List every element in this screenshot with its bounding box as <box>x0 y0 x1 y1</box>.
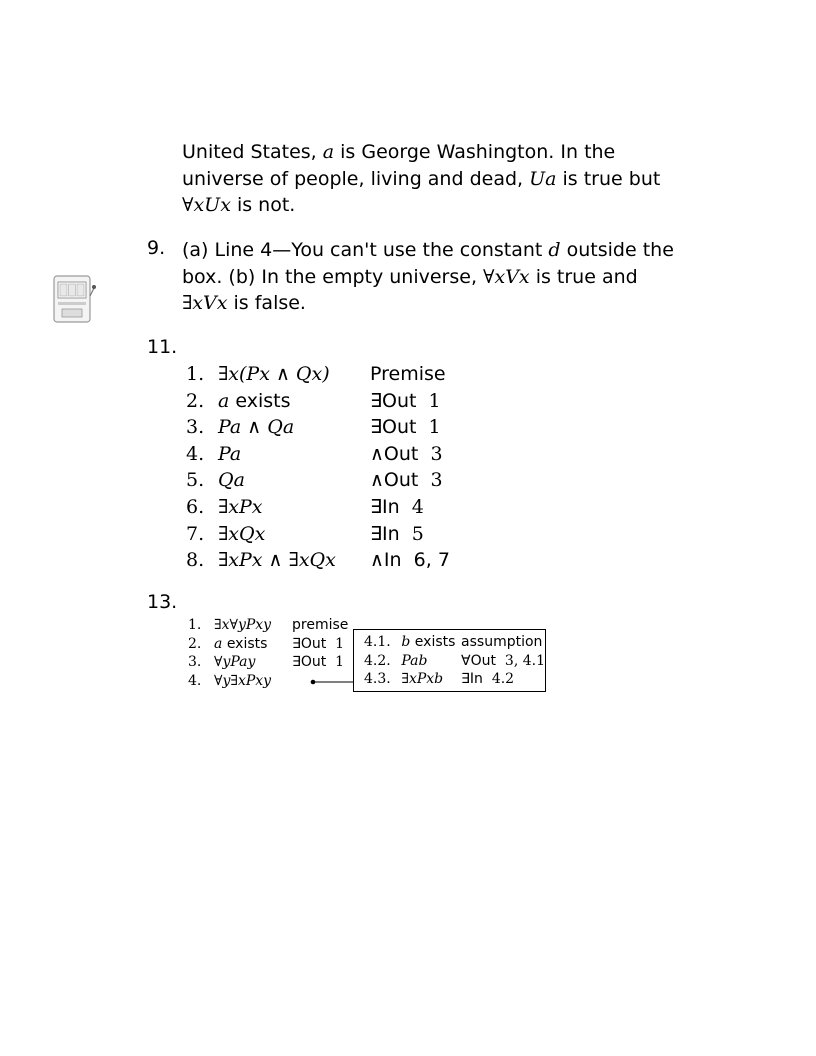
proof-row: 3. Pa ∧ Qa ∃Out 1 <box>186 416 441 439</box>
proof-row: 4. Pa ∧Out 3 <box>186 442 443 465</box>
answer-9-text: (a) Line 4—You can't use the constant d outside the box. (b) In the empty universe, ∀xVx is true and ∃xVx is false. <box>182 239 674 314</box>
proof-row: 4. ∀y∃xPxy <box>188 672 272 689</box>
proof-row: 1. ∃x(Px ∧ Qx) Premise <box>186 363 446 385</box>
proof-row: 6. ∃xPx ∃In 4 <box>186 495 424 518</box>
proof-row: 7. ∃xQx ∃In 5 <box>186 522 424 545</box>
subproof-box <box>353 629 546 692</box>
proof-row: 1. ∃x∀yPxy premise <box>188 617 349 633</box>
subproof-row: 4.2. Pab ∀Out 3, 4.1 <box>364 652 545 669</box>
proof-row: 5. Qa ∧Out 3 <box>186 469 443 492</box>
answer-11-number: 11. <box>147 336 178 358</box>
answer-9-number: 9. <box>147 237 166 259</box>
proof-row: 2. a exists ∃Out 1 <box>186 389 441 412</box>
subproof-row: 4.3. ∃xPxb ∃In 4.2 <box>364 671 515 688</box>
continuation-paragraph <box>182 139 702 219</box>
proof-table-11 <box>186 361 450 574</box>
proof-row: 3. ∀yPay ∃Out 1 <box>188 654 345 671</box>
continuation-line-1: United States, a is George Washington. In the <box>182 141 616 163</box>
subproof-connector <box>310 675 356 689</box>
continuation-line-2: universe of people, living and dead, Ua is true but <box>182 167 661 190</box>
proof-row: 2. a exists ∃Out 1 <box>188 635 345 652</box>
answer-13-number: 13. <box>147 591 178 613</box>
subproof-row: 4.1. b exists assumption <box>364 634 543 650</box>
continuation-line-3: ∀xUx is not. <box>182 194 296 216</box>
slot-machine-icon <box>52 274 98 328</box>
proof-row: 8. ∃xPx ∧ ∃xQx ∧In 6, 7 <box>186 549 450 572</box>
